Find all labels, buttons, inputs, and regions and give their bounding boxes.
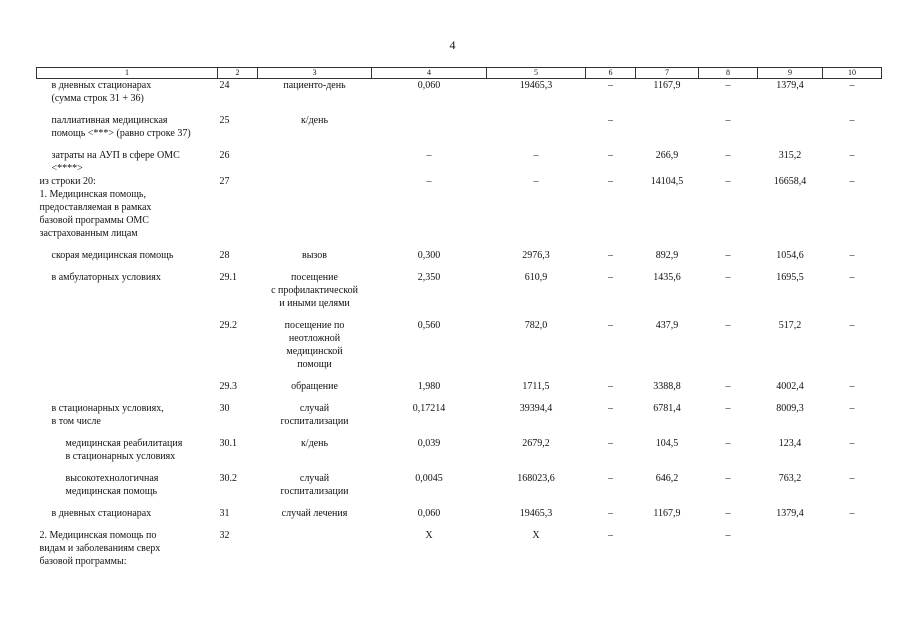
- value-col-6: –: [608, 508, 613, 519]
- value-col-4: Х: [425, 530, 433, 541]
- value-col-10: [823, 529, 882, 577]
- value-col-6: –: [608, 381, 613, 392]
- value-col-10: –: [849, 176, 855, 187]
- value-col-9: 4002,4: [776, 381, 804, 392]
- row-number: 28: [219, 250, 230, 261]
- value-col-4: 0,0045: [415, 473, 443, 484]
- value-col-8: –: [725, 80, 731, 91]
- value-col-10: –: [849, 438, 855, 449]
- value-col-10: [823, 188, 882, 249]
- value-col-10: –: [849, 250, 855, 261]
- value-col-8: –: [725, 250, 731, 261]
- value-col-8: –: [725, 381, 731, 392]
- table-row: [37, 529, 882, 577]
- value-col-7: 892,9: [655, 250, 679, 261]
- row-number: 27: [219, 176, 230, 187]
- col-header-7: 7: [636, 68, 699, 79]
- value-col-6: –: [608, 473, 613, 484]
- unit-of-measure: [258, 175, 372, 188]
- row-number: 32: [219, 530, 230, 541]
- row-number: 30: [219, 403, 230, 414]
- value-col-4: 0,17214: [412, 403, 446, 414]
- value-col-10: –: [849, 403, 855, 414]
- col-header-9: 9: [758, 68, 823, 79]
- value-col-5: 168023,6: [517, 473, 555, 484]
- row-name: медицинская реабилитация в стационарных условиях: [65, 438, 183, 462]
- row-name: в дневных стационарах: [51, 508, 152, 519]
- value-col-6: –: [608, 150, 613, 161]
- value-col-4: –: [426, 176, 432, 187]
- value-col-4: 0,560: [417, 320, 441, 331]
- value-col-5: 782,0: [524, 320, 548, 331]
- value-col-4: 0,300: [417, 250, 441, 261]
- row-name: паллиативная медицинская помощь <***> (равно строке 37): [51, 115, 191, 139]
- row-name: 2. Медицинская помощь по видам и заболеваниям сверх базовой программы:: [39, 530, 161, 567]
- value-col-9: 16658,4: [773, 176, 807, 187]
- unit-of-measure: случай лечения: [281, 508, 348, 519]
- value-col-7: 646,2: [655, 473, 679, 484]
- value-col-6: –: [608, 403, 613, 414]
- value-col-5: Х: [532, 530, 540, 541]
- value-col-5: 19465,3: [519, 508, 553, 519]
- value-col-6: –: [608, 250, 613, 261]
- value-col-5: 2976,3: [522, 250, 550, 261]
- value-col-5: –: [533, 176, 539, 187]
- table-row: [37, 472, 882, 507]
- data-table: [36, 67, 882, 577]
- col-header-2: 2: [218, 68, 258, 79]
- table-row: [37, 249, 882, 271]
- value-col-5: 39394,4: [519, 403, 553, 414]
- value-col-9: 517,2: [778, 320, 802, 331]
- unit-of-measure: вызов: [301, 250, 328, 261]
- value-col-6: –: [608, 176, 613, 187]
- value-col-4: 1,980: [417, 381, 441, 392]
- value-col-6: –: [608, 272, 613, 283]
- value-col-9: [758, 529, 823, 577]
- value-col-5: [487, 114, 586, 149]
- row-name: [37, 380, 218, 402]
- row-name: [37, 319, 218, 380]
- value-col-7: 1167,9: [653, 80, 681, 91]
- unit-of-measure: к/день: [300, 438, 329, 449]
- value-col-10: –: [849, 115, 855, 126]
- value-col-7: 266,9: [655, 150, 679, 161]
- value-col-9: 123,4: [778, 438, 802, 449]
- col-header-4: 4: [372, 68, 487, 79]
- value-col-7: 14104,5: [650, 176, 684, 187]
- value-col-4: 0,039: [417, 438, 441, 449]
- value-col-8: –: [725, 320, 731, 331]
- unit-of-measure: посещение с профилактической и иными целями: [271, 272, 358, 309]
- value-col-9: 1695,5: [776, 272, 804, 283]
- table-row: [37, 79, 882, 115]
- row-name: в амбулаторных условиях: [51, 272, 161, 283]
- value-col-6: –: [608, 115, 613, 126]
- table-body: [37, 79, 882, 578]
- value-col-8: –: [725, 508, 731, 519]
- unit-of-measure: посещение по неотложной медицинской помощи: [284, 320, 345, 370]
- value-col-9: 8009,3: [776, 403, 804, 414]
- value-col-10: –: [849, 381, 855, 392]
- value-col-4: 0,060: [417, 508, 441, 519]
- unit-of-measure: [258, 149, 372, 175]
- col-header-6: 6: [586, 68, 636, 79]
- table-row: [37, 507, 882, 529]
- row-number: [218, 188, 258, 249]
- value-col-10: –: [849, 80, 855, 91]
- value-col-8: [699, 188, 758, 249]
- row-number: 31: [219, 508, 230, 519]
- value-col-9: [758, 114, 823, 149]
- row-name: высокотехнологичная медицинская помощь: [65, 473, 159, 497]
- col-header-3: 3: [258, 68, 372, 79]
- col-header-5: 5: [487, 68, 586, 79]
- value-col-6: –: [608, 438, 613, 449]
- value-col-9: 763,2: [778, 473, 802, 484]
- table-row: [37, 114, 882, 149]
- row-name: из строки 20:: [39, 176, 96, 187]
- table-row: [37, 402, 882, 437]
- value-col-8: –: [725, 272, 731, 283]
- row-number: 24: [219, 80, 230, 91]
- value-col-9: 315,2: [778, 150, 802, 161]
- page-number: 4: [449, 38, 456, 52]
- row-number: 25: [219, 115, 230, 126]
- table-row: [37, 175, 882, 188]
- value-col-8: –: [725, 530, 731, 541]
- value-col-8: –: [725, 473, 731, 484]
- unit-of-measure: [258, 188, 372, 249]
- value-col-5: –: [533, 150, 539, 161]
- table-row: [37, 437, 882, 472]
- row-number: 26: [219, 150, 230, 161]
- value-col-7: 1167,9: [653, 508, 681, 519]
- unit-of-measure: случай госпитализации: [280, 473, 349, 497]
- table-row: [37, 271, 882, 319]
- value-col-8: –: [725, 403, 731, 414]
- value-col-8: –: [725, 176, 731, 187]
- value-col-9: 1379,4: [776, 80, 804, 91]
- unit-of-measure: обращение: [291, 381, 338, 392]
- value-col-7: [636, 114, 699, 149]
- value-col-5: 1711,5: [522, 381, 550, 392]
- value-col-10: –: [849, 150, 855, 161]
- value-col-7: 6781,4: [653, 403, 681, 414]
- row-number: 29.3: [219, 381, 237, 392]
- value-col-6: [586, 188, 636, 249]
- value-col-4: 0,060: [417, 80, 441, 91]
- value-col-10: –: [849, 272, 855, 283]
- row-name: скорая медицинская помощь: [51, 250, 174, 261]
- value-col-6: –: [608, 530, 613, 541]
- value-col-4: [372, 114, 487, 149]
- row-number: 29.2: [219, 320, 237, 331]
- value-col-4: –: [426, 150, 432, 161]
- value-col-5: [487, 188, 586, 249]
- value-col-5: 610,9: [524, 272, 548, 283]
- row-name: 1. Медицинская помощь, предоставляемая в рамках базовой программы ОМС застрахованным лицам: [39, 189, 152, 239]
- row-name: затраты на АУП в сфере ОМС <****>: [51, 150, 180, 174]
- col-header-1: 1: [37, 68, 218, 79]
- value-col-10: –: [849, 473, 855, 484]
- value-col-8: –: [725, 438, 731, 449]
- value-col-4: [372, 188, 487, 249]
- value-col-7: 3388,8: [653, 381, 681, 392]
- value-col-9: [758, 188, 823, 249]
- value-col-10: –: [849, 508, 855, 519]
- value-col-8: –: [725, 150, 731, 161]
- row-number: 29.1: [219, 272, 237, 283]
- unit-of-measure: пациенто-день: [283, 80, 346, 91]
- value-col-9: 1379,4: [776, 508, 804, 519]
- column-number-header: [37, 68, 882, 79]
- row-name: в дневных стационарах (сумма строк 31 + 36): [51, 80, 152, 104]
- row-name: в стационарных условиях, в том числе: [51, 403, 164, 427]
- value-col-7: 437,9: [655, 320, 679, 331]
- value-col-7: [636, 529, 699, 577]
- value-col-9: 1054,6: [776, 250, 804, 261]
- unit-of-measure: случай госпитализации: [280, 403, 349, 427]
- value-col-4: 2,350: [417, 272, 441, 283]
- unit-of-measure: [258, 529, 372, 577]
- row-number: 30.2: [219, 473, 237, 484]
- table-row: [37, 188, 882, 249]
- value-col-5: 19465,3: [519, 80, 553, 91]
- table-row: [37, 149, 882, 175]
- table-row: [37, 380, 882, 402]
- value-col-7: 104,5: [655, 438, 679, 449]
- col-header-8: 8: [699, 68, 758, 79]
- value-col-6: –: [608, 320, 613, 331]
- value-col-8: –: [725, 115, 731, 126]
- value-col-6: –: [608, 80, 613, 91]
- unit-of-measure: к/день: [300, 115, 329, 126]
- value-col-10: –: [849, 320, 855, 331]
- value-col-7: 1435,6: [653, 272, 681, 283]
- value-col-7: [636, 188, 699, 249]
- col-header-10: 10: [823, 68, 882, 79]
- table-row: [37, 319, 882, 380]
- value-col-5: 2679,2: [522, 438, 550, 449]
- row-number: 30.1: [219, 438, 237, 449]
